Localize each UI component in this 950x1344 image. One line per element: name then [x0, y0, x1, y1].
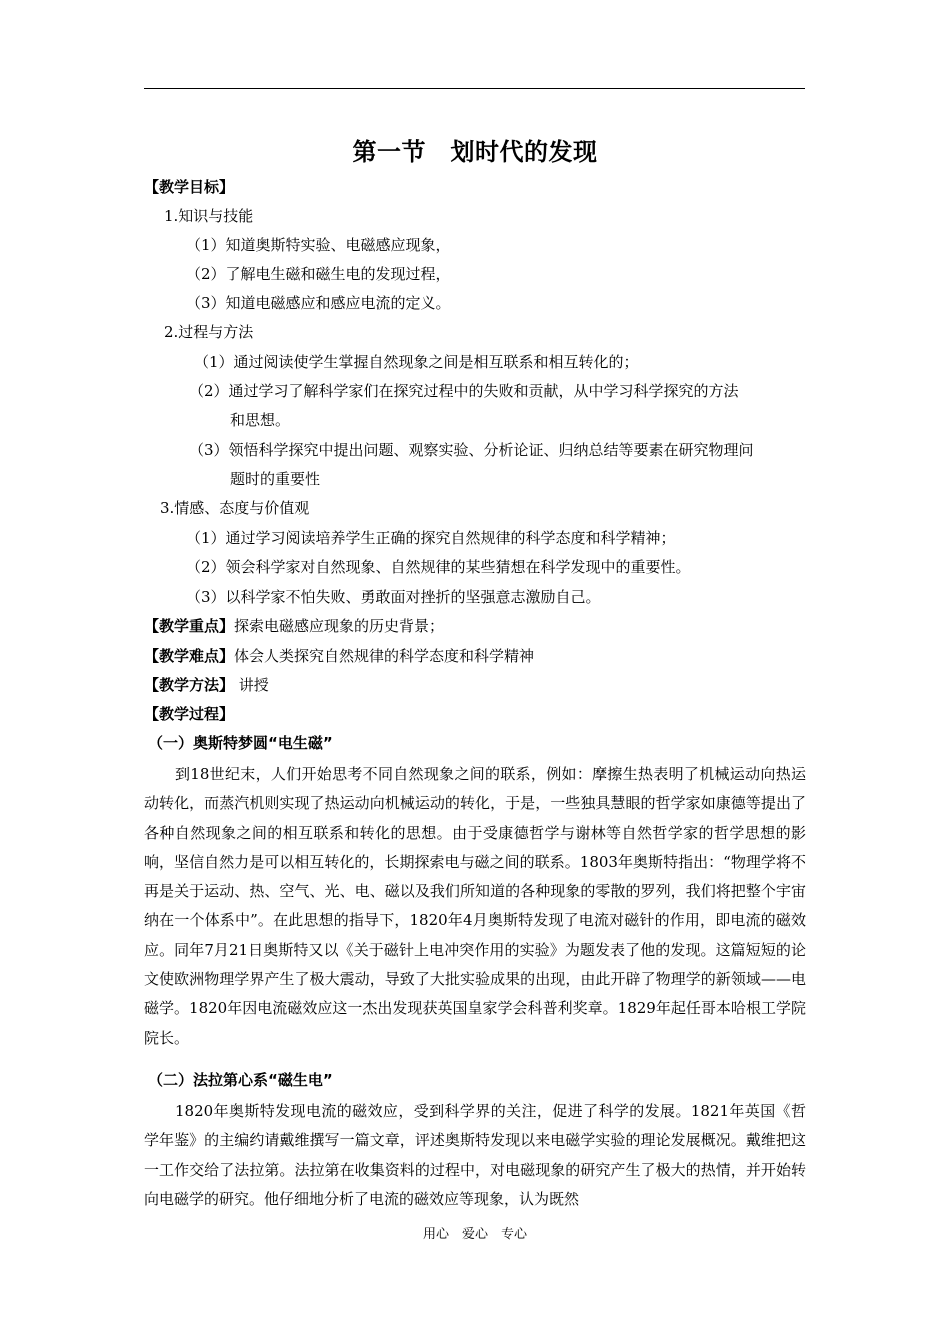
difficulty-label: 【教学难点】 — [144, 647, 235, 665]
key-point-text: 探索电磁感应现象的历史背景； — [234, 617, 445, 635]
key-point-line — [144, 616, 444, 636]
objectives-s3-item: （1）通过学习阅读培养学生正确的探究自然规律的科学态度和科学精神； — [186, 529, 676, 547]
part1-heading: （一）奥斯特梦圆“电生磁” — [148, 734, 333, 752]
objectives-s1-item: （1）知道奥斯特实验、电磁感应现象， — [186, 236, 451, 254]
objectives-s1-item: （2）了解电生磁和磁生电的发现过程， — [186, 265, 451, 283]
objectives-s2-heading: 2.过程与方法 — [164, 323, 254, 341]
objectives-s2-item: （1）通过阅读使学生掌握自然现象之间是相互联系和相互转化的； — [194, 353, 639, 371]
process-heading: 【教学过程】 — [144, 705, 235, 723]
page-footer: 用心 爱心 专心 — [422, 1227, 527, 1242]
objectives-s1-heading: 1.知识与技能 — [164, 207, 254, 225]
part2-heading: （二）法拉第心系“磁生电” — [148, 1071, 333, 1089]
header-rule — [144, 88, 805, 89]
method-label: 【教学方法】 — [144, 676, 235, 694]
objectives-s2-item: （2）通过学习了解科学家们在探究过程中的失败和贡献，从中学习科学探究的方法 — [189, 382, 739, 400]
objectives-s2-item-continued: 题时的重要性 — [230, 470, 321, 488]
key-point-label: 【教学重点】 — [144, 617, 235, 635]
objectives-s3-heading: 3.情感、态度与价值观 — [160, 499, 310, 517]
part2-paragraph: 1820年奥斯特发现电流的磁效应，受到科学界的关注，促进了科学的发展。1821年英国《哲学年鉴》的主编约请戴维撰写一篇文章，评述奥斯特发现以来电磁学实验的理论发展概况。戴维把这一工作交给了法拉第。法拉第在收集资料的过程中，对电磁现象的研究产生了极大的热情，并开始转向电磁学的研究。他仔细地分析了电流的磁效应等现象，认为既然 — [144, 1102, 806, 1208]
method-line — [144, 675, 269, 695]
objectives-s3-item: （3）以科学家不怕失败、勇敢面对挫折的坚强意志激励自己。 — [186, 588, 601, 606]
objectives-s2-item: （3）领悟科学探究中提出问题、观察实验、分析论证、归纳总结等要素在研究物理问 — [189, 441, 754, 459]
objectives-s1-item: （3）知道电磁感应和感应电流的定义。 — [186, 294, 451, 312]
difficulty-line — [144, 646, 534, 666]
objectives-s3-item: （2）领会科学家对自然现象、自然规律的某些猜想在科学发现中的重要性。 — [186, 558, 691, 576]
page-title: 第一节 划时代的发现 — [352, 138, 598, 166]
objectives-s2-item-continued: 和思想。 — [230, 411, 291, 429]
objectives-heading: 【教学目标】 — [144, 178, 235, 196]
part1-paragraph: 到18世纪末，人们开始思考不同自然现象之间的联系，例如：摩擦生热表明了机械运动向热运动转化，而蒸汽机则实现了热运动向机械运动的转化，于是，一些独具慧眼的哲学家如康德等提出了各种自然现象之间的相互联系和转化的思想。由于受康德哲学与谢林等自然哲学家的哲学思想的影响，坚信自然力是可以相互转化的，长期探索电与磁之间的联系。1803年奥斯特指出：“物理学将不再是关于运动、热、空气、光、电、磁以及我们所知道的各种现象的零散的罗列，我们将把整个宇宙纳在一个体系中”。在此思想的指导下，1820年4月奥斯特发现了电流对磁针的作用，即电流的磁效应。同年7月21日奥斯特又以《关于磁针上电冲突作用的实验》为题发表了他的发现。这篇短短的论文使欧洲物理学界产生了极大震动，导致了大批实验成果的出现，由此开辟了物理学的新领域——电磁学。1820年因电流磁效应这一杰出发现获英国皇家学会科普利奖章。1829年起任哥本哈根工学院院长。 — [144, 765, 806, 1047]
method-text: 讲授 — [234, 676, 269, 694]
difficulty-text: 体会人类探究自然规律的科学态度和科学精神 — [234, 647, 535, 665]
